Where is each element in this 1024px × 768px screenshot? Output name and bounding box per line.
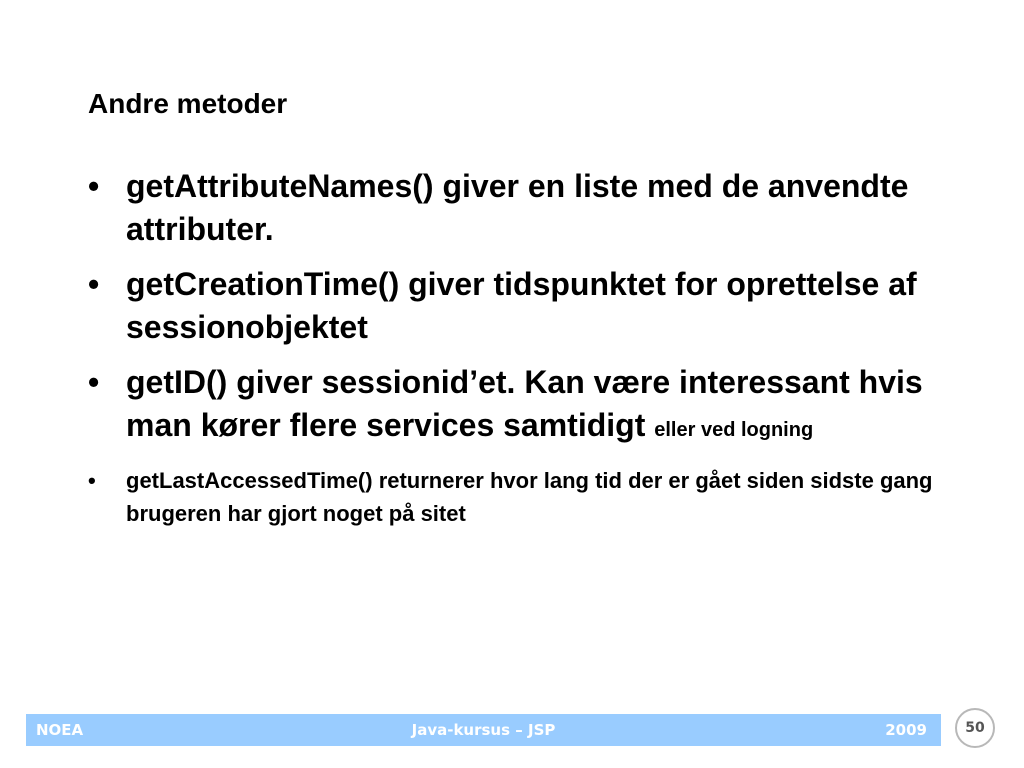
bullet-marker: • <box>88 468 96 493</box>
slide-title: Andre metoder <box>88 88 288 119</box>
bullet-item-creation-time <box>88 263 938 349</box>
page-number-badge: 50 <box>955 708 995 748</box>
bullet-item-attribute-names <box>88 165 938 251</box>
bullet-text: getCreationTime() giver tidspunktet for oprettelse af sessionobjektet <box>126 266 917 345</box>
footer-bar <box>26 714 941 746</box>
bullet-list <box>88 165 938 530</box>
bullet-text: getLastAccessedTime() returnerer hvor lang tid der er gået siden sidste gang brugeren har gjort noget på sitet <box>126 468 933 526</box>
bullet-item-last-accessed-time <box>88 464 938 530</box>
bullet-text: getAttributeNames() giver en liste med de anvendte attributer. <box>126 168 909 247</box>
bullet-item-get-id <box>88 361 938 452</box>
bullet-marker: • <box>88 266 100 302</box>
footer-year: 2009 <box>885 721 927 739</box>
bullet-text: getID() giver sessionid’et. Kan være interessant hvis man kører flere services samtidigt <box>126 364 923 443</box>
footer-organization: NOEA <box>36 721 84 739</box>
bullet-marker: • <box>88 168 100 204</box>
bullet-marker: • <box>88 364 100 400</box>
footer-course-title: Java-kursus – JSP <box>411 721 556 739</box>
bullet-text-tail: eller ved logning <box>654 419 814 441</box>
